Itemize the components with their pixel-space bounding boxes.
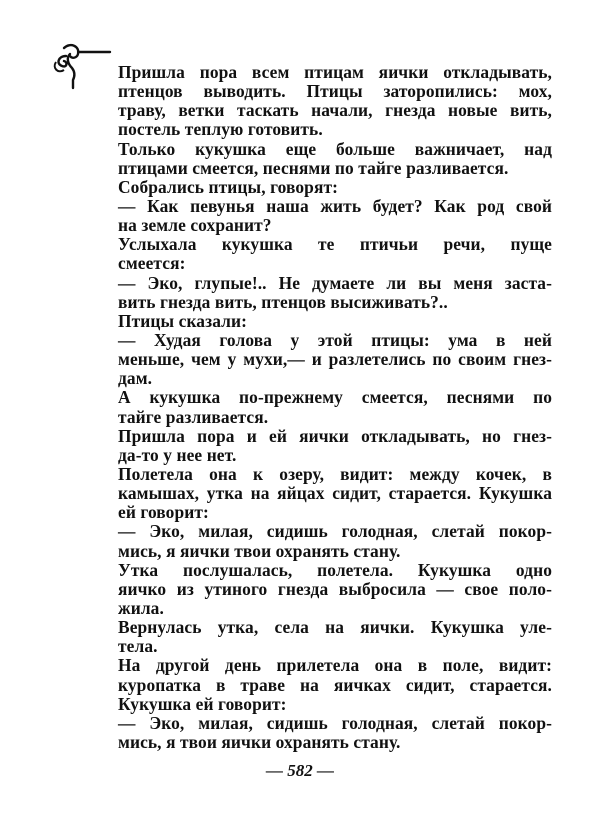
text-line <box>118 484 552 503</box>
text-line <box>118 120 552 139</box>
text-line-content: Только кукушка еще больше важничает, над <box>118 138 552 159</box>
text-line-content: Птицы сказали: <box>118 310 248 331</box>
text-line <box>118 293 552 312</box>
text-line-content: да-то у нее нет. <box>118 444 237 465</box>
text-line <box>118 542 552 561</box>
text-line-content: куропатка в траве на яичках сидит, старается. <box>118 674 552 695</box>
text-line <box>118 637 552 656</box>
text-line <box>118 331 552 350</box>
text-line <box>118 618 552 637</box>
text-line-content: вить гнезда вить, птенцов высиживать?.. <box>118 291 448 312</box>
text-line-content: На другой день прилетела она в поле, видит: <box>118 655 552 676</box>
text-line <box>118 388 552 407</box>
text-line <box>118 197 552 216</box>
text-line <box>118 216 552 235</box>
text-line-content: птенцов выводить. Птицы заторопились: мох, <box>118 81 552 102</box>
text-line-content: камышах, утка на яйцах сидит, старается. Кукушка <box>118 483 552 504</box>
page-number: — 582 — <box>266 761 334 780</box>
text-line-content: А кукушка по-прежнему смеется, песнями по <box>118 387 552 408</box>
text-line <box>118 695 552 714</box>
text-line-content: мись, я яички твои охранять стану. <box>118 540 401 561</box>
text-line <box>118 159 552 178</box>
text-line <box>118 656 552 675</box>
text-line <box>118 274 552 293</box>
text-line <box>118 408 552 427</box>
text-line-content: — Как певунья наша жить будет? Как род свой <box>118 195 552 216</box>
text-line <box>118 254 552 273</box>
text-line-content: Пришла пора всем птицам яички откладывать, <box>118 62 552 82</box>
text-line-content: смеется: <box>118 253 186 274</box>
text-line <box>118 178 552 197</box>
text-line-content: Собрались птицы, говорят: <box>118 176 338 197</box>
text-line-content: постель теплую готовить. <box>118 119 323 140</box>
text-line <box>118 350 552 369</box>
ornament-icon <box>52 42 112 94</box>
text-line-content: — Эко, милая, сидишь голодная, слетай покор- <box>118 521 552 542</box>
text-line-content: ей говорит: <box>118 502 209 523</box>
text-line <box>118 82 552 101</box>
text-line <box>118 369 552 388</box>
text-line <box>118 503 552 522</box>
text-line-content: Вернулась утка, села на яички. Кукушка уле- <box>118 617 552 638</box>
text-line-content: дам. <box>118 368 153 389</box>
text-line-content: Услыхала кукушка те птичьи речи, пуще <box>118 234 552 255</box>
text-line-content: Пришла пора и ей яички откладывать, но гнез- <box>118 425 552 446</box>
text-line-content: яичко из утиного гнезда выбросила — свое поло- <box>118 578 552 599</box>
text-line-content: траву, ветки таскать начали, гнезда новые вить, <box>118 100 552 121</box>
text-line-content: птицами смеется, песнями по тайге разливается. <box>118 157 509 178</box>
text-line <box>118 561 552 580</box>
text-line <box>118 599 552 618</box>
text-line <box>118 733 552 752</box>
text-line-content: на земле сохранит? <box>118 215 272 236</box>
text-line-content: тайге разливается. <box>118 406 269 427</box>
text-line-content: мись, я твои яички охранять стану. <box>118 731 401 752</box>
text-line-content: Кукушка ей говорит: <box>118 693 287 714</box>
text-line <box>118 63 552 82</box>
text-line <box>118 522 552 541</box>
text-line-content: Утка послушалась, полетела. Кукушка одно <box>118 559 552 580</box>
text-line <box>118 312 552 331</box>
text-line-content: меньше, чем у мухи,— и разлетелись по своим гнез- <box>118 349 552 370</box>
text-line-content: — Худая голова у этой птицы: ума в ней <box>118 329 552 350</box>
text-line-content: жила. <box>118 597 164 618</box>
text-line-content: тела. <box>118 636 158 657</box>
text-line <box>118 446 552 465</box>
text-line <box>118 580 552 599</box>
text-line <box>118 140 552 159</box>
text-line-content: — Эко, глупые!.. Не думаете ли вы меня заста- <box>118 272 552 293</box>
text-line <box>118 714 552 733</box>
text-line <box>118 465 552 484</box>
text-line-content: — Эко, милая, сидишь голодная, слетай покор- <box>118 712 552 733</box>
body-text <box>118 63 552 752</box>
text-line <box>118 427 552 446</box>
text-line <box>118 101 552 120</box>
text-line-content: Полетела она к озеру, видит: между кочек, в <box>118 463 552 484</box>
text-line <box>118 235 552 254</box>
text-line <box>118 676 552 695</box>
